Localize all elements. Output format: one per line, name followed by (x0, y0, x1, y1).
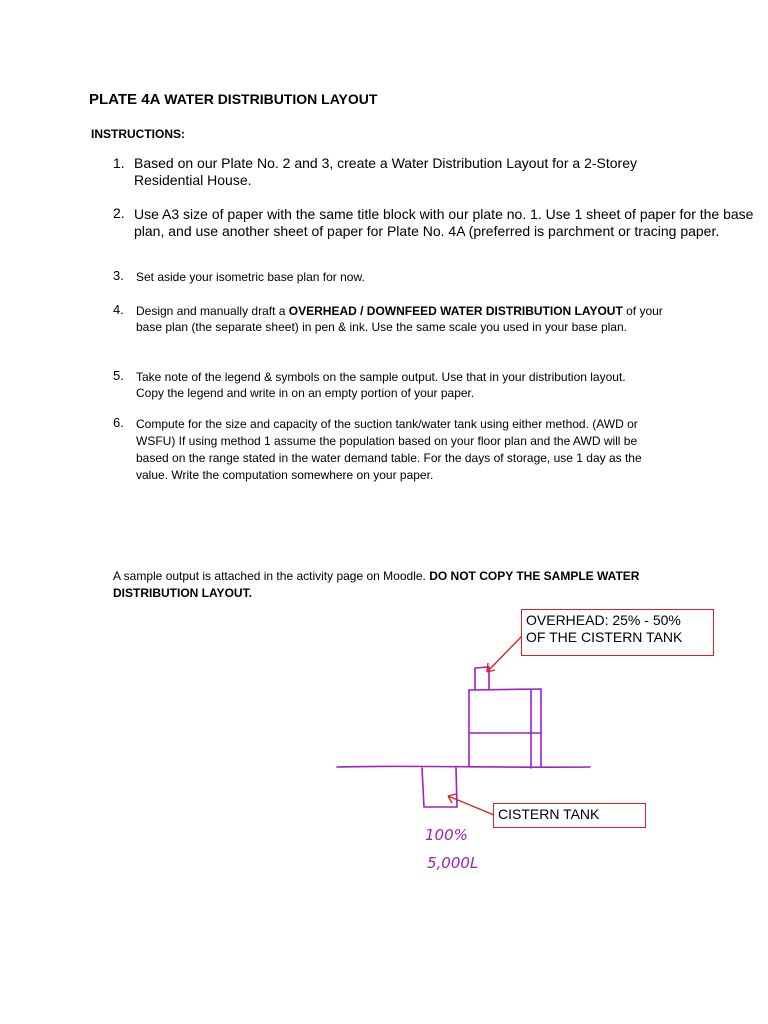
item-number: 5. (113, 368, 124, 383)
item-line: WSFU) If using method 1 assume the population based on your floor plan and the AWD will be (136, 434, 638, 448)
item-line: Set aside your isometric base plan for now. (136, 270, 365, 284)
item-line: base plan (the separate sheet) in pen & ink. Use the same scale you used in your base plan. (136, 320, 627, 334)
plate-number: PLATE 4A (89, 91, 161, 108)
item-number: 6. (113, 415, 124, 430)
item-number: 1. (113, 155, 125, 171)
overhead-arrow (487, 636, 522, 672)
item-line: Take note of the legend & symbols on the sample output. Use that in your distribution layout. (136, 370, 626, 384)
note-line: DISTRIBUTION LAYOUT. (113, 585, 252, 600)
item-line: Use A3 size of paper with the same title block with our plate no. 1. Use 1 sheet of paper for the base (134, 206, 754, 222)
callout-line: CISTERN TANK (498, 806, 600, 822)
handwritten-percent: 100% (425, 826, 468, 844)
cistern-tank (422, 768, 457, 807)
item-number: 2. (113, 205, 125, 221)
callout-line: OVERHEAD: 25% - 50% (526, 612, 681, 628)
handwritten-capacity: 5,000L (427, 854, 479, 872)
callout-arrows (448, 636, 522, 815)
cistern-arrow (448, 796, 494, 815)
item-number: 3. (113, 268, 124, 283)
plate-title: WATER DISTRIBUTION LAYOUT (160, 91, 378, 107)
item-number: 4. (113, 302, 124, 317)
item-line: Residential House. (134, 172, 252, 188)
item-line: Copy the legend and write in on an empty portion of your paper. (136, 386, 475, 400)
item-line: based on the range stated in the water demand table. For the days of storage, use 1 day as the (136, 451, 642, 465)
item-line: value. Write the computation somewhere on your paper. (136, 468, 434, 482)
note-line: A sample output is attached in the activity page on Moodle. DO NOT COPY THE SAMPLE WATER (113, 569, 640, 583)
item-line: Based on our Plate No. 2 and 3, create a Water Distribution Layout for a 2-Storey (134, 155, 637, 171)
item-line: Design and manually draft a OVERHEAD / DOWNFEED WATER DISTRIBUTION LAYOUT of your (136, 304, 663, 318)
callout-line: OF THE CISTERN TANK (526, 629, 683, 645)
item-line: Compute for the size and capacity of the suction tank/water tank using either method. (AWD or (136, 417, 638, 431)
instructions-heading: INSTRUCTIONS: (91, 127, 185, 141)
ground-line (337, 766, 590, 767)
item-line: plan, and use another sheet of paper for Plate No. 4A (preferred is parchment or tracing paper. (134, 223, 720, 239)
cistern-callout (493, 803, 646, 828)
overhead-callout (521, 609, 714, 656)
